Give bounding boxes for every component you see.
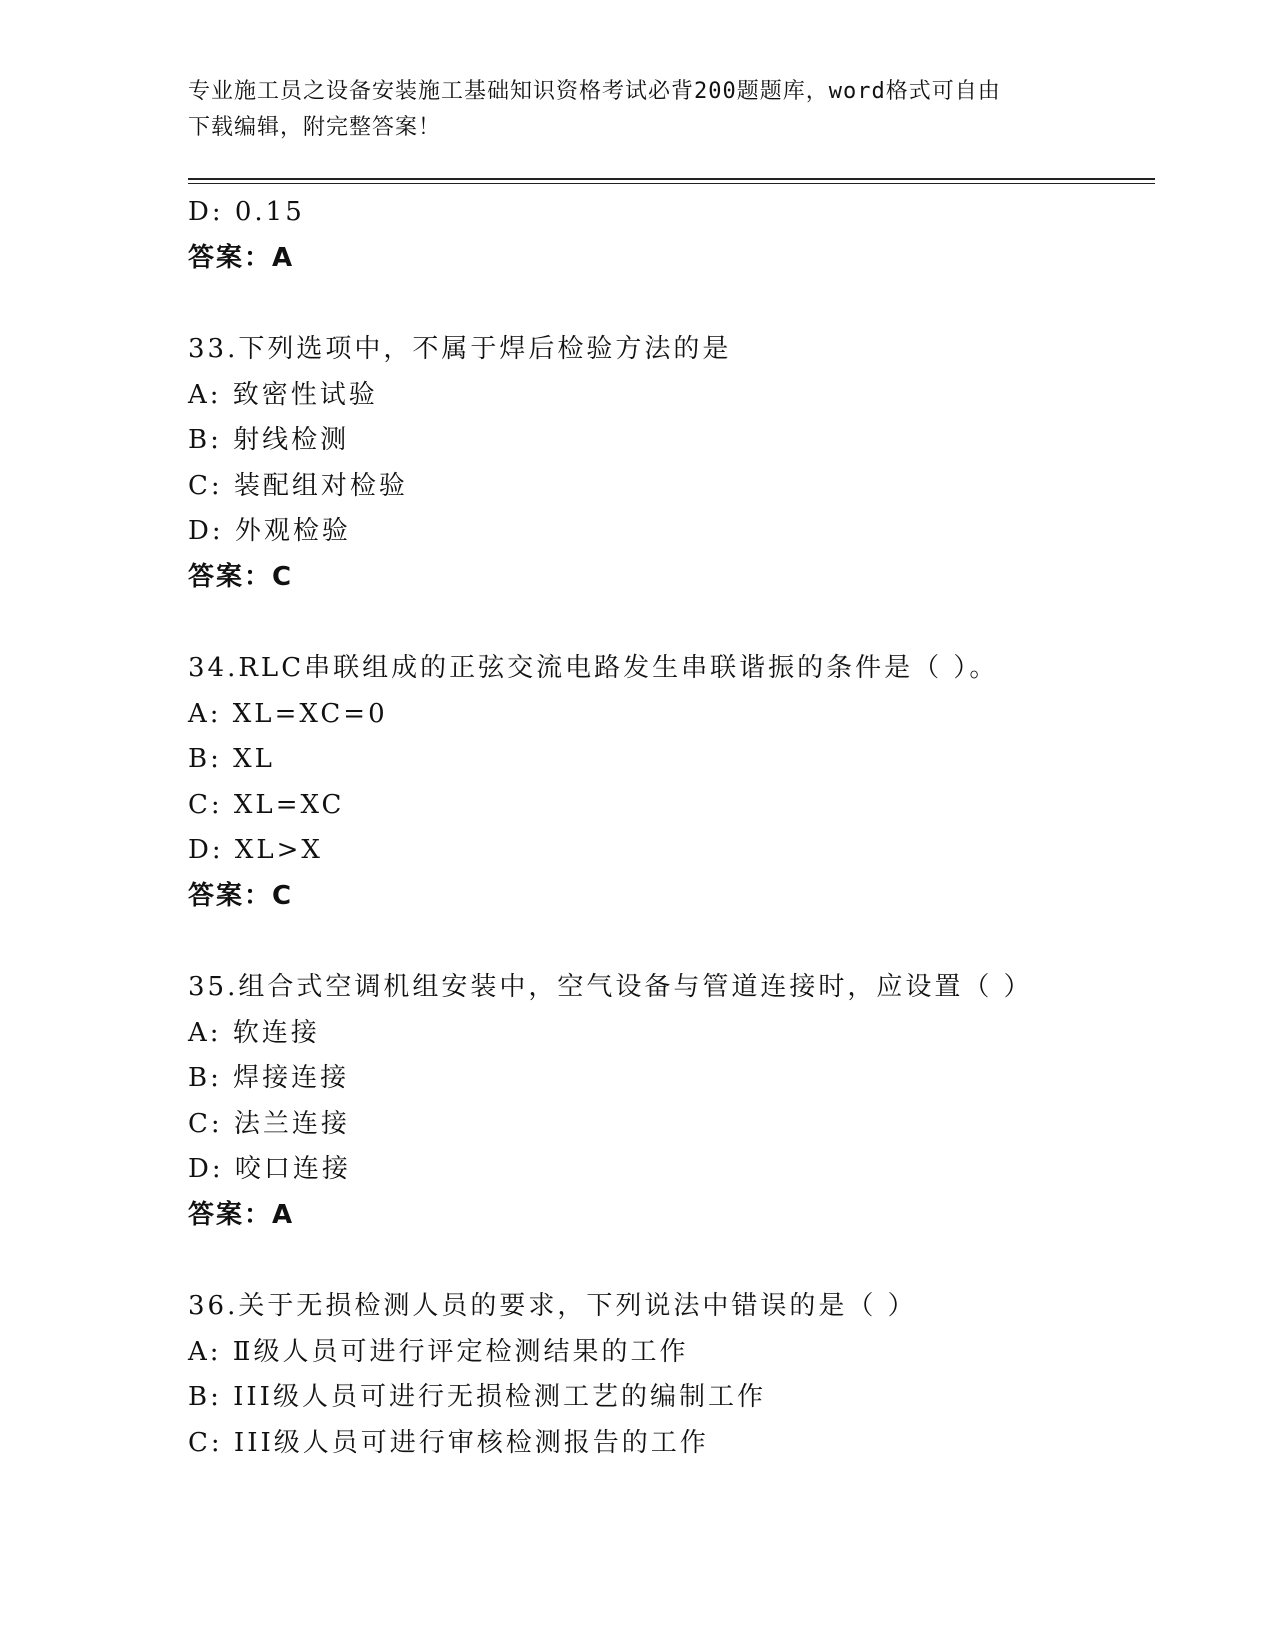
option-c: C: III级人员可进行审核检测报告的工作 [188, 1427, 709, 1458]
question-36 [188, 1284, 1148, 1466]
question-stem: 36.关于无损检测人员的要求，下列说法中错误的是（ ） [188, 1291, 917, 1321]
header-divider-thick [188, 178, 1155, 180]
question-content [188, 190, 1148, 1466]
option-c: C: 装配组对检验 [188, 470, 408, 501]
question-34 [188, 646, 1148, 919]
question-35 [188, 965, 1148, 1238]
question-stem: 34.RLC串联组成的正弦交流电路发生串联谐振的条件是（ ）。 [188, 653, 999, 683]
question-spacer [188, 919, 1148, 965]
option-b: B: III级人员可进行无损检测工艺的编制工作 [188, 1382, 766, 1412]
header-line-2: 下载编辑，附完整答案！ [188, 115, 442, 140]
option-d: D: XL>X [188, 835, 323, 865]
option-c: C: 法兰连接 [188, 1108, 350, 1139]
question-spacer [188, 281, 1148, 327]
question-spacer [188, 1238, 1148, 1284]
header-divider-thin [188, 183, 1155, 184]
question-33 [188, 327, 1148, 600]
option-a: A: XL=XC=0 [188, 698, 388, 729]
option-a: A: Ⅱ级人员可进行评定检测结果的工作 [188, 1336, 689, 1367]
option-d: D: 咬口连接 [188, 1154, 351, 1184]
option-d: D: 0.15 [188, 197, 305, 227]
header-line-1: 专业施工员之设备安装施工基础知识资格考试必背200题题库，word格式可自由 [188, 79, 1001, 104]
option-a: A: 致密性试验 [188, 379, 378, 410]
document-header [188, 74, 1088, 146]
answer-line: 答案：C [188, 561, 294, 592]
option-b: B: XL [188, 744, 275, 774]
answer-line: 答案：A [188, 242, 295, 273]
option-b: B: 焊接连接 [188, 1063, 350, 1093]
option-a: A: 软连接 [188, 1017, 320, 1048]
option-c: C: XL=XC [188, 789, 345, 820]
answer-line: 答案：A [188, 1199, 295, 1230]
option-d: D: 外观检验 [188, 516, 351, 546]
answer-line: 答案：C [188, 880, 294, 911]
question-stem: 35.组合式空调机组安装中，空气设备与管道连接时，应设置（ ） [188, 972, 1033, 1002]
question-spacer [188, 600, 1148, 646]
question-stem: 33.下列选项中，不属于焊后检验方法的是 [188, 334, 732, 364]
option-b: B: 射线检测 [188, 425, 350, 455]
